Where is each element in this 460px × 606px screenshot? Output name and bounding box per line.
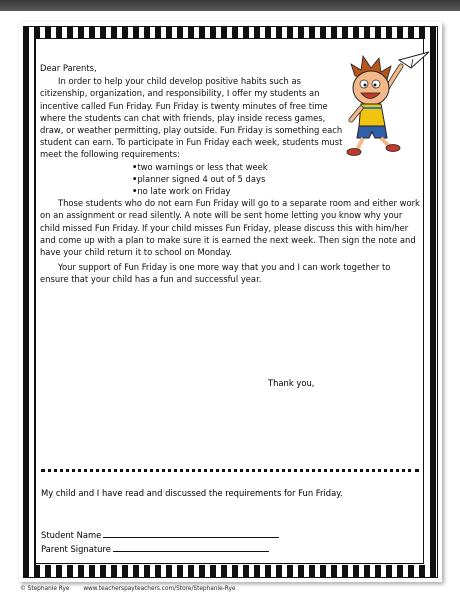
store-url: www.teacherspayteachers.com/Store/Stephanie-Rye <box>83 586 236 592</box>
greeting: Dear Parents, <box>40 63 97 73</box>
student-name-label: Student Name <box>41 530 102 540</box>
letter-body <box>40 62 420 286</box>
parent-signature-label: Parent Signature <box>41 544 111 554</box>
paragraph-incentive: In order to help your child develop positive habits such as citizenship, organization, and responsibility, I offer my students an incentive called Fun Friday. Fun Friday is twenty minutes of free time where the students can chat with friends, play inside recess games, draw, or weather permitting, play outside. Fun Friday is something each student can earn. To participate in Fun Friday each week, students must meet the following requirements: <box>40 76 343 160</box>
letter-page <box>19 22 442 582</box>
student-name-field <box>41 528 279 540</box>
list-item: • planner signed 4 out of 5 days <box>132 173 420 185</box>
list-item: • no late work on Friday <box>132 185 420 197</box>
closing: Thank you, <box>268 378 315 388</box>
student-name-blank <box>103 528 279 538</box>
cut-line <box>41 469 419 472</box>
viewer-top-bar <box>0 0 460 11</box>
paragraph-support: Your support of Fun Friday is one more way that you and I can work together to ensure that your child has a fun and successful year. <box>40 262 391 285</box>
requirements-list <box>40 161 420 198</box>
paragraph-missed: Those students who do not earn Fun Friday will go to a separate room and either work on an assignment or read silently. A note will be sent home letting you know why your child missed Fun Friday. If your child misses Fun Friday, please discuss this with him/her and come up with a plan to make sure it is earned the next week. Then sign the note and have your child return it to school on Monday. <box>40 198 420 258</box>
footer <box>20 586 235 592</box>
parent-signature-field <box>41 542 269 554</box>
parent-signature-blank <box>113 542 269 552</box>
list-item: • two warnings or less that week <box>132 161 420 173</box>
copyright: © Stephanie Rye <box>20 586 70 592</box>
acknowledgement-text: My child and I have read and discussed the requirements for Fun Friday. <box>41 488 343 498</box>
